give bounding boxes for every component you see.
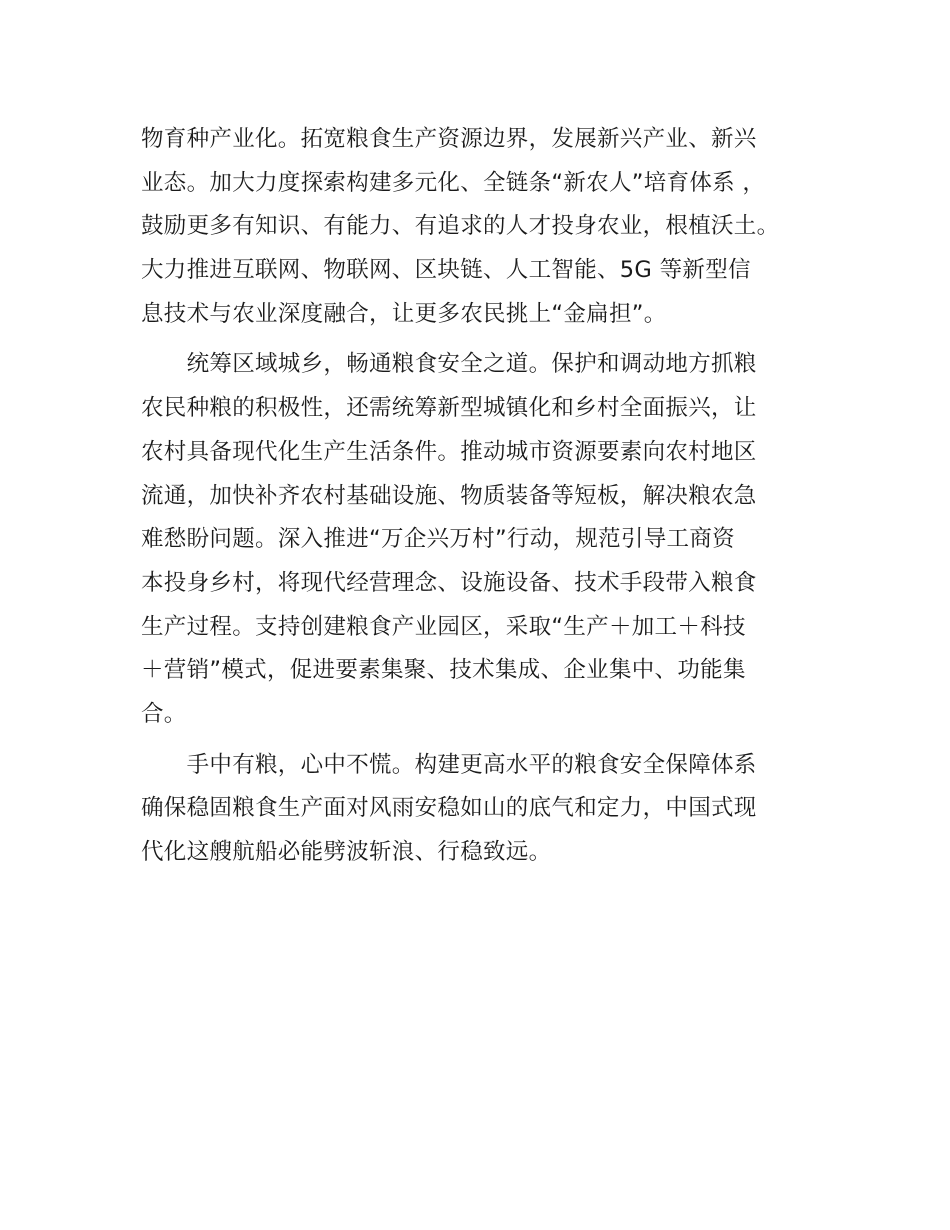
text-line: 本投身乡村，将现代经营理念、设施设备、技术手段带入粮食 bbox=[141, 569, 757, 596]
paragraph-3 bbox=[141, 744, 841, 875]
text-line: 生产过程。支持创建粮食产业园区，采取“生产＋加工＋科技 bbox=[141, 613, 746, 640]
text-line: 手中有粮，心中不慌。构建更高水平的粮食安全保障体系 bbox=[141, 751, 757, 778]
text-line: 业态。加大力度探索构建多元化、全链条“新农人”培育体系 ， bbox=[141, 169, 766, 196]
text-line: 确保稳固粮食生产面对风雨安稳如山的底气和定力，中国式现 bbox=[141, 795, 757, 822]
text-line: ＋营销”模式，促进要素集聚、技术集成、企业集中、功能集 bbox=[141, 657, 746, 684]
text-line: 农村具备现代化生产生活条件。推动城市资源要素向农村地区 bbox=[141, 438, 757, 465]
text-line: 物育种产业化。拓宽粮食生产资源边界，发展新兴产业、新兴 bbox=[141, 126, 757, 152]
document-body bbox=[141, 118, 841, 875]
text-line: 合。 bbox=[141, 700, 187, 727]
text-line: 息技术与农业深度融合，让更多农民挑上“金扁担”。 bbox=[141, 300, 667, 327]
paragraph-2 bbox=[141, 343, 841, 736]
text-line: 统筹区域城乡，畅通粮食安全之道。保护和调动地方抓粮 bbox=[141, 351, 757, 378]
paragraph-1 bbox=[141, 118, 841, 336]
text-line: 流通，加快补齐农村基础设施、物质装备等短板，解决粮农急 bbox=[141, 482, 757, 509]
text-line: 农民种粮的积极性，还需统筹新型城镇化和乡村全面振兴，让 bbox=[141, 395, 757, 422]
text-line: 代化这艘航船必能劈波斩浪、行稳致远。 bbox=[141, 839, 552, 865]
text-line: 大力推进互联网、物联网、区块链、人工智能、5G 等新型信 bbox=[141, 257, 751, 284]
text-line: 鼓励更多有知识、有能力、有追求的人才投身农业，根植沃土。 bbox=[141, 213, 780, 240]
text-line: 难愁盼问题。深入推进“万企兴万村”行动，规范引导工商资 bbox=[141, 526, 735, 553]
